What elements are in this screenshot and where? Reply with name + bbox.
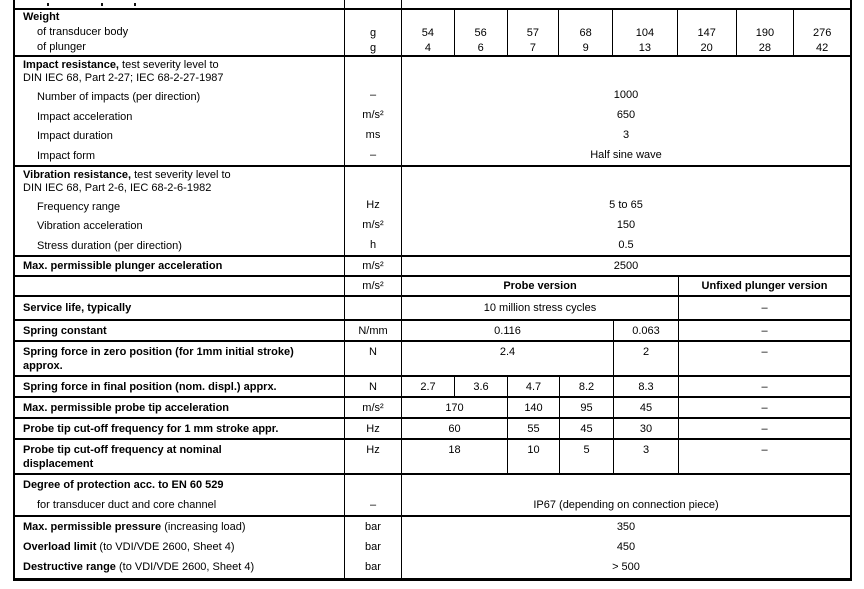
unit-text: bar bbox=[365, 521, 381, 533]
row-label-cell bbox=[15, 321, 344, 340]
row-version-header bbox=[15, 277, 850, 297]
label-bold: Max. permissible pressure bbox=[23, 521, 162, 533]
value-col2: 3.6 bbox=[454, 377, 507, 396]
weight-plunger: 42 bbox=[816, 41, 829, 54]
protection-value-cell bbox=[401, 475, 850, 515]
weight-plunger: 4 bbox=[424, 41, 431, 54]
weight-label-cell bbox=[15, 10, 344, 55]
impact-row-label: Impact form bbox=[37, 149, 96, 162]
value-text: > 500 bbox=[612, 561, 640, 573]
section-vibration-resistance bbox=[15, 167, 850, 257]
unit-text: m/s² bbox=[362, 109, 384, 121]
row-label-cell bbox=[15, 440, 344, 473]
pressure-label-cell bbox=[15, 517, 344, 578]
weight-body: 56 bbox=[474, 26, 487, 39]
unit-cell: N/mm bbox=[344, 321, 401, 340]
weight-body: 276 bbox=[812, 26, 832, 39]
unfixed-plunger-header: Unfixed plunger version bbox=[678, 277, 850, 295]
label-rest: (to VDI/VDE 2600, Sheet 4) bbox=[115, 561, 255, 573]
label-bold: Destructive range bbox=[23, 561, 116, 573]
value-cells bbox=[401, 440, 850, 473]
probe-value: 10 million stress cycles bbox=[483, 302, 597, 314]
value-col3: 10 bbox=[507, 440, 559, 473]
impact-values bbox=[401, 57, 850, 165]
impact-unit-cell bbox=[344, 57, 401, 165]
empty-label-cell bbox=[15, 277, 344, 295]
value-col4: 45 bbox=[559, 419, 613, 438]
value-text: 5 to 65 bbox=[609, 199, 643, 211]
row-service-life bbox=[15, 297, 850, 321]
weight-plunger: 7 bbox=[529, 41, 536, 54]
unit-cell: Hz bbox=[344, 419, 401, 438]
vibration-row-label: Stress duration (per direction) bbox=[37, 239, 182, 252]
weight-col bbox=[736, 10, 794, 55]
row-label-cell bbox=[15, 398, 344, 417]
label-rest: (to VDI/VDE 2600, Sheet 4) bbox=[96, 541, 235, 553]
row-cutoff-frequency-nominal bbox=[15, 440, 850, 475]
value-text: 650 bbox=[616, 109, 636, 121]
value-col4: 5 bbox=[559, 440, 613, 473]
vibration-title-bold: Vibration resistance, bbox=[23, 169, 132, 181]
value-text: 350 bbox=[616, 521, 636, 533]
value-text: 0.5 bbox=[618, 239, 634, 251]
weight-col bbox=[402, 10, 454, 55]
unit-cell: m/s² bbox=[344, 277, 401, 295]
label-text: Max. permissible probe tip acceleration bbox=[23, 401, 230, 414]
vibration-unit-cell bbox=[344, 167, 401, 255]
unfixed-value: – bbox=[678, 419, 850, 438]
unit-text: Hz bbox=[366, 199, 380, 211]
weight-plunger: 9 bbox=[582, 41, 589, 54]
weight-plunger: 20 bbox=[700, 41, 713, 54]
weight-col bbox=[558, 10, 612, 55]
clipped-text-remnant bbox=[47, 3, 49, 6]
value-col5: 30 bbox=[613, 419, 678, 438]
row-label-cell bbox=[15, 419, 344, 438]
unit-text: h bbox=[369, 239, 377, 251]
unit-cell: m/s² bbox=[344, 398, 401, 417]
clipped-label-cell bbox=[15, 0, 344, 8]
value-cells bbox=[401, 297, 850, 319]
impact-row-label: Impact acceleration bbox=[37, 110, 133, 123]
unfixed-value: – bbox=[678, 342, 850, 375]
vibration-title-line2: DIN IEC 68, Part 2-6, IEC 68-2-6-1982 bbox=[23, 182, 212, 194]
unit-cell: N bbox=[344, 342, 401, 375]
specification-table bbox=[13, 0, 852, 581]
value-col5: 0.063 bbox=[613, 321, 678, 340]
label-text: Probe tip cut-off frequency at nominal displacement bbox=[23, 444, 222, 470]
vibration-values bbox=[401, 167, 850, 255]
weight-plunger: 28 bbox=[758, 41, 772, 54]
weight-col bbox=[793, 10, 850, 55]
row-spring-constant bbox=[15, 321, 850, 342]
value-text: 2500 bbox=[613, 260, 639, 272]
row-label-cell bbox=[15, 257, 344, 275]
value-col5: 45 bbox=[613, 398, 678, 417]
row-label-cell bbox=[15, 297, 344, 319]
unit-cell: m/s² bbox=[344, 257, 401, 275]
value-span-cols1-2: 18 bbox=[448, 444, 461, 456]
spacer bbox=[345, 10, 401, 25]
vibration-row-label: Frequency range bbox=[37, 201, 121, 213]
value-cells bbox=[401, 321, 850, 340]
unfixed-value: – bbox=[678, 297, 850, 319]
value-col5: 2 bbox=[613, 342, 678, 375]
row-label-cell bbox=[15, 342, 344, 375]
weight-col bbox=[454, 10, 507, 55]
clipped-top-row bbox=[15, 0, 850, 10]
row-cutoff-frequency-stroke bbox=[15, 419, 850, 440]
value-span-cols1-4: 2.4 bbox=[499, 346, 516, 358]
impact-title-bold: Impact resistance, bbox=[23, 59, 119, 71]
value-col5: 8.3 bbox=[613, 377, 678, 396]
protection-label-cell bbox=[15, 475, 344, 515]
impact-label-cell bbox=[15, 57, 344, 165]
label-rest: (increasing load) bbox=[161, 521, 246, 533]
weight-sublabel: of transducer body bbox=[37, 26, 129, 38]
version-header-cells bbox=[401, 277, 850, 295]
label-text: Spring force in final position (nom. displ.) apprx. bbox=[23, 380, 277, 393]
pressure-row-label bbox=[23, 537, 344, 557]
weight-body: 147 bbox=[697, 26, 716, 39]
weight-body: 57 bbox=[526, 26, 540, 39]
value-text: Half sine wave bbox=[590, 149, 662, 161]
weight-plunger: 13 bbox=[638, 41, 652, 54]
value-cells bbox=[401, 377, 850, 396]
weight-unit-cell bbox=[344, 10, 401, 55]
impact-row-label: Number of impacts (per direction) bbox=[37, 91, 201, 103]
clipped-value-cell bbox=[401, 0, 850, 8]
row-spring-force-final bbox=[15, 377, 850, 398]
weight-body: 190 bbox=[755, 26, 775, 39]
impact-row-label: Impact duration bbox=[37, 130, 113, 142]
pressure-row-label bbox=[23, 557, 344, 577]
unfixed-value: – bbox=[678, 377, 850, 396]
impact-title-line2: DIN IEC 68, Part 2-27; IEC 68-2-27-1987 bbox=[23, 72, 224, 84]
unit-cell: N bbox=[344, 377, 401, 396]
value-col4: 95 bbox=[559, 398, 613, 417]
section-degree-of-protection bbox=[15, 475, 850, 517]
value-col5: 3 bbox=[613, 440, 678, 473]
protection-sublabel: for transducer duct and core channel bbox=[37, 499, 217, 511]
row-probe-tip-acceleration bbox=[15, 398, 850, 419]
value-col3: 55 bbox=[507, 419, 559, 438]
value-text: 1000 bbox=[613, 89, 639, 101]
weight-values bbox=[401, 10, 850, 55]
label-text: Max. permissible plunger acceleration bbox=[23, 260, 223, 272]
value-span-cols1-2: 60 bbox=[448, 422, 461, 435]
unit-text: m/s² bbox=[362, 219, 384, 231]
vibration-row-label: Vibration acceleration bbox=[37, 220, 143, 233]
label-text: Spring force in zero position (for 1mm initial stroke) approx. bbox=[23, 346, 294, 372]
unit-text: ms bbox=[365, 129, 381, 141]
unit-text: – bbox=[369, 149, 377, 161]
protection-unit-cell bbox=[344, 475, 401, 515]
unit-text: g bbox=[369, 26, 377, 39]
unit-cell bbox=[344, 297, 401, 319]
label-text: Service life, typically bbox=[23, 302, 132, 314]
impact-title-rest: test severity level to bbox=[119, 59, 219, 71]
weight-body: 104 bbox=[635, 26, 655, 39]
value-cells bbox=[401, 419, 850, 438]
value-col4: 8.2 bbox=[559, 377, 613, 396]
probe-version-header: Probe version bbox=[503, 280, 577, 292]
unit-text: – bbox=[369, 499, 377, 511]
weight-body: 54 bbox=[421, 26, 434, 39]
pressure-row-label bbox=[23, 517, 344, 537]
weight-title: Weight bbox=[23, 11, 60, 23]
label-text: Spring constant bbox=[23, 324, 107, 337]
protection-title: Degree of protection acc. to EN 60 529 bbox=[23, 479, 224, 491]
label-text: Probe tip cut-off frequency for 1 mm stroke appr. bbox=[23, 422, 279, 435]
weight-sublabel: of plunger bbox=[37, 41, 86, 53]
value-cells bbox=[401, 398, 850, 417]
section-pressure-limits bbox=[15, 517, 850, 578]
pressure-values bbox=[401, 517, 850, 578]
value-col3: 140 bbox=[507, 398, 559, 417]
clipped-unit-cell bbox=[344, 0, 401, 8]
row-weight bbox=[15, 10, 850, 57]
value-text: IP67 (depending on connection piece) bbox=[533, 499, 719, 511]
unit-text: bar bbox=[365, 561, 381, 573]
value-cells bbox=[401, 342, 850, 375]
weight-col bbox=[677, 10, 736, 55]
vibration-title bbox=[23, 167, 344, 197]
value-span-cols1-4: 0.116 bbox=[494, 324, 521, 337]
unfixed-value: – bbox=[678, 321, 850, 340]
unit-text: bar bbox=[365, 541, 381, 553]
row-plunger-acceleration bbox=[15, 257, 850, 277]
pressure-unit-cell bbox=[344, 517, 401, 578]
weight-col bbox=[507, 10, 559, 55]
impact-title bbox=[23, 57, 344, 87]
value-cell bbox=[401, 257, 850, 275]
row-spring-force-zero bbox=[15, 342, 850, 377]
vibration-label-cell bbox=[15, 167, 344, 255]
row-label-cell bbox=[15, 377, 344, 396]
section-impact-resistance bbox=[15, 57, 850, 167]
weight-col bbox=[612, 10, 677, 55]
value-text: 3 bbox=[622, 129, 630, 141]
weight-plunger: 6 bbox=[477, 41, 484, 54]
unit-text: – bbox=[369, 89, 377, 101]
value-text: 150 bbox=[616, 219, 636, 231]
value-col1: 2.7 bbox=[420, 380, 436, 393]
unit-cell: Hz bbox=[344, 440, 401, 473]
value-col3: 4.7 bbox=[507, 377, 559, 396]
unit-text: g bbox=[369, 41, 377, 54]
value-span-cols1-2: 170 bbox=[445, 401, 464, 414]
unfixed-value: – bbox=[678, 440, 850, 473]
weight-body: 68 bbox=[579, 26, 592, 39]
label-bold: Overload limit bbox=[23, 541, 97, 553]
unfixed-value: – bbox=[678, 398, 850, 417]
vibration-title-rest: test severity level to bbox=[131, 169, 231, 181]
value-text: 450 bbox=[616, 541, 636, 553]
